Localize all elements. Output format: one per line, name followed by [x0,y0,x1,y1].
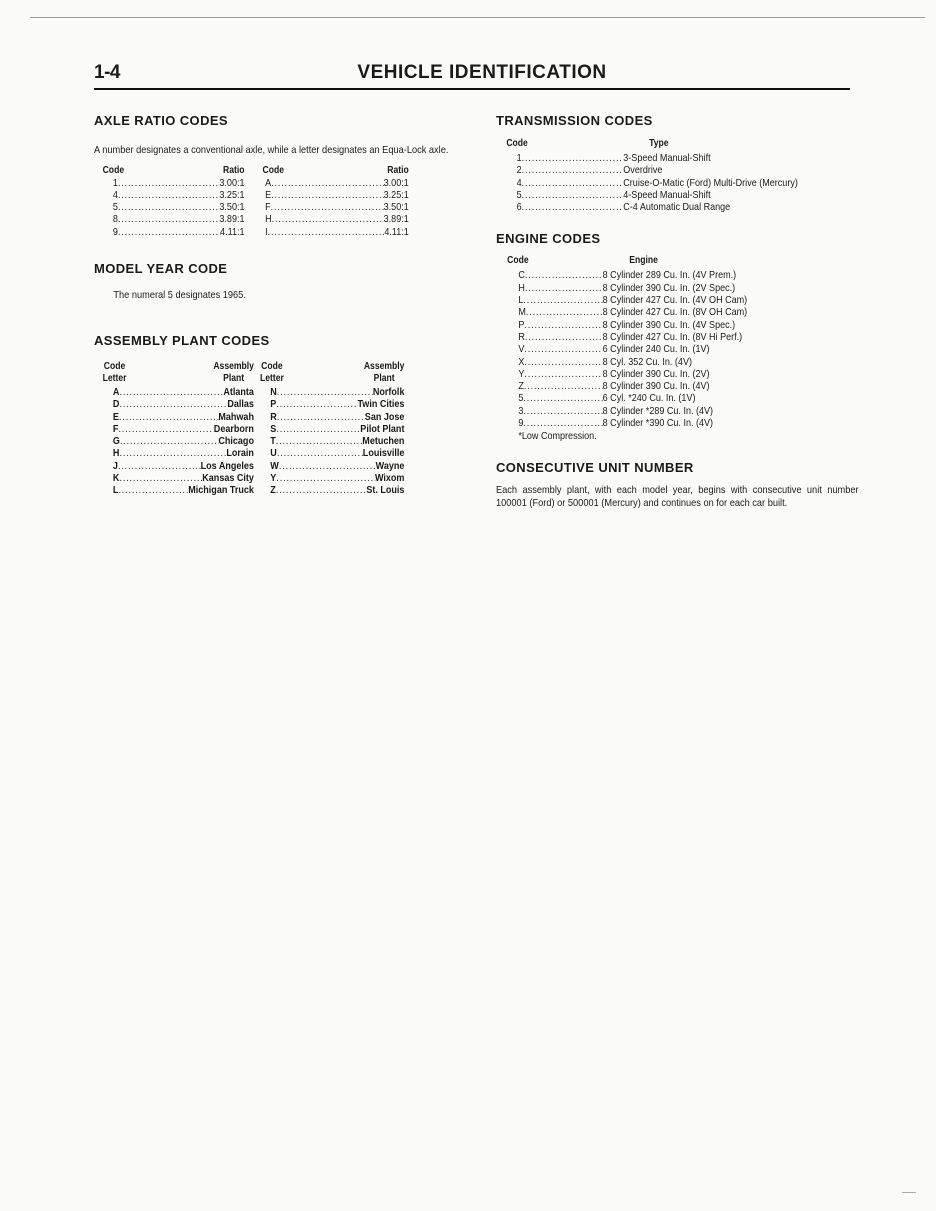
value-cell: 3.25:1 [219,188,245,201]
assembly-column-header: Assembly [213,361,254,372]
assembly-plant-table-right [260,361,404,497]
value-cell: 8 Cylinder 390 Cu. In. (2V) [602,367,710,380]
axle-ratio-heading: AXLE RATIO CODES [94,113,229,128]
dot-leader [523,405,602,417]
assembly-plant-row [113,386,254,398]
code-cell: 5 [518,392,524,405]
value-cell: Atlanta [223,386,254,398]
dot-leader [522,189,624,201]
assembly-column-header: Assembly [363,361,405,372]
assembly-table-header [103,361,254,385]
axle-ratio-table-right [263,165,409,238]
value-cell: Dearborn [213,422,254,435]
dot-leader [523,392,602,404]
dot-leader [276,398,357,410]
assembly-plant-row [270,460,404,472]
engine-rows [496,269,840,429]
left-column [94,113,456,501]
assembly-plant-row [270,398,404,410]
dot-leader [120,435,218,447]
code-cell: W [270,459,279,472]
page-number: 1-4 [94,62,120,83]
consecutive-unit-heading: CONSECUTIVE UNIT NUMBER [496,460,694,476]
axle-ratio-row [265,226,409,238]
assembly-plant-table [94,361,405,501]
value-cell: 8 Cylinder 427 Cu. In. (4V OH Cam) [602,294,748,307]
axle-ratio-table-left [103,165,245,238]
code-cell: F [265,201,271,214]
dot-leader [525,282,603,294]
value-cell: Cruise-O-Matic (Ford) Multi-Drive (Mercury) [623,176,798,189]
assembly-plant-row [113,484,254,496]
engine-row [518,392,840,404]
value-cell: 3.89:1 [383,213,409,226]
dot-leader [277,386,373,398]
transmission-row [517,201,840,213]
assembly-plant-row [270,484,404,496]
value-cell: 3.25:1 [383,188,409,201]
code-cell: S [270,422,277,435]
axle-table-header [263,165,409,177]
dot-leader [522,177,624,189]
dot-leader [271,189,383,201]
consecutive-unit-text: Each assembly plant, with each model year, begins with consecutive unit number 100001 (Ford) or 500001 (Mercury) and continues on for each car built. [496,484,859,509]
dot-leader [119,386,223,398]
axle-ratio-row [113,189,245,201]
code-cell: V [518,343,525,356]
code-cell: X [518,355,525,368]
dot-leader [119,411,218,423]
assembly-plant-row [270,447,404,459]
transmission-row [517,177,840,189]
scan-mark [902,1192,916,1193]
code-cell: U [270,447,277,460]
assembly-plant-row [113,398,254,410]
value-cell: Metuchen [362,435,405,448]
value-cell: Chicago [218,435,254,448]
transmission-table [496,138,840,213]
dot-leader [526,306,603,318]
dot-leader [118,484,188,496]
code-cell: L [518,294,524,307]
code-cell: M [518,306,526,319]
code-column-header: Code [262,164,285,176]
assembly-plant-row [270,435,404,447]
axle-ratio-row [265,189,409,201]
assembly-plant-row [270,472,404,484]
dot-leader [118,201,219,213]
dot-leader [276,484,367,496]
assembly-table-header [260,361,404,385]
axle-ratio-row [113,226,245,238]
dot-leader [119,472,202,484]
transmission-rows [496,152,840,213]
value-cell: Dallas [227,398,254,411]
assembly-plant-row [113,472,254,484]
engine-row [518,417,840,429]
value-cell: Wayne [375,459,405,472]
code-cell: E [112,410,119,423]
code-cell: R [270,410,277,423]
code-cell: 5 [112,201,118,214]
code-cell: H [265,213,272,226]
value-cell: Kansas City [202,472,254,485]
model-year-text: The numeral 5 designates 1965. [113,288,246,301]
dot-leader [118,226,220,238]
dot-leader [277,447,363,459]
axle-ratio-row [113,201,245,213]
code-cell: 1 [112,176,118,189]
code-cell: Z [518,380,524,393]
dot-leader [524,368,602,380]
code-cell: 2 [516,164,522,177]
code-cell: L [112,484,119,497]
right-column [496,113,859,509]
code-cell: P [270,398,277,411]
code-cell: C [518,269,525,282]
dot-leader [524,343,602,355]
value-cell: Louisville [362,447,405,460]
engine-row [518,282,840,294]
assembly-plant-row [113,423,254,435]
code-cell: N [270,386,277,398]
value-cell: Mahwah [218,410,254,423]
assembly-plant-row [113,460,254,472]
letter-column-header: Letter [259,373,284,384]
value-cell: 8 Cyl. 352 Cu. In. (4V) [602,355,692,368]
assembly-plant-row [270,411,404,423]
dot-leader [119,447,226,459]
code-cell: G [112,435,120,448]
dot-leader [119,398,227,410]
engine-row [518,368,840,380]
dot-leader [271,177,383,189]
dot-leader [525,269,603,281]
value-cell: 8 Cylinder 390 Cu. In. (2V Spec.) [602,281,736,294]
dot-leader [118,460,201,472]
code-cell: A [265,176,272,189]
dot-leader [277,411,365,423]
code-cell: E [265,188,272,201]
code-cell: J [112,459,118,472]
letter-column-header: Letter [102,373,127,384]
value-cell: C-4 Automatic Dual Range [623,201,731,214]
ratio-column-header: Ratio [387,164,409,176]
model-year-heading: MODEL YEAR CODE [94,260,228,276]
code-cell: 4 [516,176,522,189]
dot-leader [268,226,385,238]
value-cell: 8 Cylinder 390 Cu. In. (4V Spec.) [602,318,736,331]
engine-table [496,255,840,443]
assembly-plant-heading: ASSEMBLY PLANT CODES [94,333,270,348]
dot-leader [118,423,213,435]
engine-row [518,405,840,417]
value-cell: 8 Cylinder 390 Cu. In. (4V) [602,380,710,393]
page-header [94,60,850,90]
assembly-plant-row [270,386,404,398]
engine-table-header [496,255,840,269]
dot-leader [271,201,384,213]
assembly-plant-table-left [103,361,254,497]
transmission-heading: TRANSMISSION CODES [496,113,653,128]
value-cell: St. Louis [366,484,405,497]
dot-leader [272,213,384,225]
axle-ratio-row [265,177,409,189]
code-column-header: Code [261,361,283,372]
code-column-header: Code [506,138,528,149]
engine-row [518,356,840,368]
engine-footnote: *Low Compression. [518,430,597,443]
code-column-header: Code [507,255,529,267]
code-cell: 1 [516,152,522,164]
dot-leader [524,380,603,392]
code-cell: H [518,281,525,294]
value-cell: 6 Cyl. *240 Cu. In. (1V) [602,392,696,405]
code-cell: 4 [112,188,118,201]
assembly-plant-row [113,411,254,423]
value-cell: 8 Cylinder *289 Cu. In. (4V) [602,404,714,417]
axle-left-rows [103,177,245,238]
code-cell: Z [270,484,276,497]
page-title: VEHICLE IDENTIFICATION [357,62,607,83]
value-cell: 4.11:1 [384,225,409,238]
value-cell: 6 Cylinder 240 Cu. In. (1V) [602,343,710,356]
value-cell: Twin Cities [357,398,405,411]
code-cell: Y [270,472,277,485]
code-cell: H [112,447,120,460]
code-cell: 5 [516,188,522,201]
ratio-column-header: Ratio [223,164,245,176]
plant-column-header: Plant [223,373,245,384]
value-cell: 4-Speed Manual-Shift [623,188,711,201]
value-cell: Michigan Truck [188,484,254,497]
value-cell: 3.50:1 [383,201,409,214]
code-cell: T [270,435,276,448]
value-cell: 8 Cylinder 289 Cu. In. (4V Prem.) [602,269,737,282]
dot-leader [524,319,602,331]
code-cell: 8 [112,213,118,226]
plant-left-rows [103,386,254,497]
code-cell: I [265,225,268,238]
dot-leader [276,472,375,484]
dot-leader [118,213,219,225]
code-column-header: Code [103,361,126,372]
value-cell: 3.00:1 [219,176,245,189]
engine-row [518,331,840,343]
axle-right-rows [263,177,409,238]
value-cell: 8 Cylinder 427 Cu. In. (8V Hi Perf.) [602,330,743,343]
code-cell: P [518,318,525,331]
axle-ratio-row [265,213,409,225]
dot-leader [525,331,603,343]
dot-leader [522,201,624,213]
axle-ratio-row [113,177,245,189]
code-cell: A [112,386,120,398]
dot-leader [523,294,602,306]
dot-leader [118,177,219,189]
scan-edge-line [30,17,925,18]
transmission-row [517,152,840,164]
code-cell: F [112,422,119,435]
transmission-row [517,189,840,201]
code-cell: Y [518,367,525,380]
type-column-header: Type [649,138,669,149]
engine-row [518,343,840,355]
value-cell: Lorain [226,447,254,460]
assembly-plant-row [113,447,254,459]
engine-row [518,380,840,392]
engine-column-header: Engine [629,255,658,267]
value-cell: 3.00:1 [383,176,409,189]
value-cell: Overdrive [623,164,663,177]
dot-leader [279,460,376,472]
axle-ratio-row [265,201,409,213]
code-cell: 3 [518,404,524,417]
plant-column-header: Plant [373,373,395,384]
assembly-plant-row [270,423,404,435]
assembly-plant-row [113,435,254,447]
code-cell: K [112,472,120,485]
axle-ratio-row [113,213,245,225]
dot-leader [522,164,624,176]
value-cell: 3.50:1 [219,201,245,214]
transmission-row [517,164,840,176]
value-cell: 8 Cylinder 427 Cu. In. (8V OH Cam) [602,306,748,319]
value-cell: Los Angeles [200,459,254,472]
engine-row [518,319,840,331]
axle-table-header [103,165,245,177]
code-column-header: Code [102,164,125,176]
plant-right-rows [260,386,404,497]
code-cell: 6 [516,201,522,214]
value-cell: 4.11:1 [220,225,245,238]
axle-ratio-table [94,164,409,245]
value-cell: San Jose [364,410,405,423]
code-cell: R [518,330,525,343]
engine-row [518,269,840,281]
dot-leader [276,423,360,435]
transmission-table-header [496,138,840,152]
code-cell: D [112,398,120,411]
value-cell: Pilot Plant [360,422,405,435]
engine-row [518,294,840,306]
value-cell: 8 Cylinder *390 Cu. In. (4V) [602,417,714,430]
dot-leader [276,435,362,447]
value-cell: 3-Speed Manual-Shift [623,152,711,164]
engine-row [518,306,840,318]
dot-leader [524,356,602,368]
value-cell: Norfolk [372,386,405,398]
dot-leader [118,189,219,201]
code-cell: 9 [518,417,524,430]
dot-leader [523,417,602,429]
value-cell: Wixom [374,472,405,485]
dot-leader [522,152,624,164]
engine-heading: ENGINE CODES [496,231,601,247]
code-cell: 9 [112,225,118,238]
axle-description: A number designates a conventional axle, while a letter designates an Equa-Lock axle. [94,144,449,156]
value-cell: 3.89:1 [219,213,245,226]
